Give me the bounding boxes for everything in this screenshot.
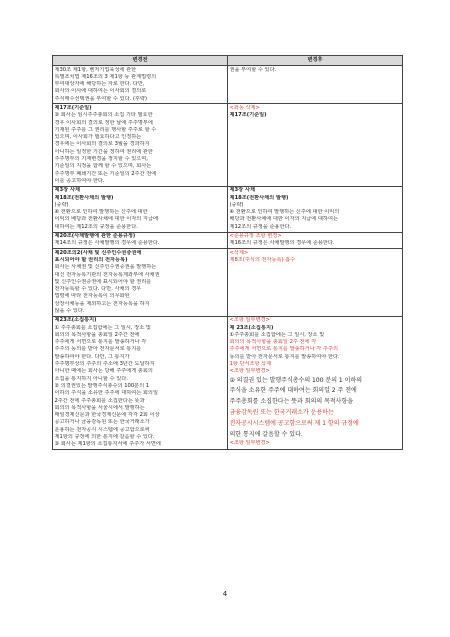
table-row: [53, 66, 403, 104]
text-line: 부여대상자에 해당하는 자로 한다. 다만,: [54, 81, 145, 88]
cell-after: [228, 232, 403, 249]
text-line: 권을 부여할 수 있다.: [229, 66, 277, 73]
text-line: 이익의 배당과 전환사채에 대한 이자의 지급에: [54, 216, 158, 223]
cell-before: [53, 104, 228, 186]
text-line: 제18조(전환사채의 발행): [229, 194, 289, 201]
comparison-table: [52, 55, 403, 450]
cell-after: [228, 249, 403, 317]
text-line: 제30조 제1항, 벤처기업육성에 관한: [54, 66, 137, 73]
text-line: 아니하는 일정한 기간을 정하여 권리에 관한: [54, 148, 153, 155]
text-line: 주주에게 서면으로 통지를 발송하거나 각 주주의: [229, 346, 338, 353]
text-line: (중략): [229, 201, 244, 208]
cell-before: [53, 186, 228, 232]
text-line: 전자등록할 수 있다. 다만, 사채의 경우: [54, 286, 142, 293]
text-line: <조항 일부변경>: [229, 368, 270, 375]
text-line: ③ 회사는 임시주주총회의 소집 기타 필요한: [54, 112, 153, 119]
text-line: 주주에게 서면으로 통지를 발송하거나 각: [54, 339, 147, 346]
text-line: 제23조(소집통지): [54, 317, 97, 324]
text-line: 특별조치법 제16조의 3 제1항 등 관계법령의: [54, 73, 157, 80]
table-row: [53, 249, 403, 317]
table-header-row: [53, 56, 403, 66]
text-line: <조항 일부변경>: [229, 317, 270, 324]
text-line: 제18조(전환사채의 발행): [54, 194, 114, 201]
table-body: [53, 66, 403, 450]
text-line: 제3장 사채: [54, 187, 80, 194]
text-line: 발송하여야 한다. 다만, 그 통지가: [54, 353, 130, 360]
text-line: 제17조(기준일): [54, 104, 92, 111]
text-line: 주주명부 폐쇄기간 또는 기준일의 2주간 전에: [54, 170, 157, 177]
text-line: 회사는 사채권 및 신주인수권증권을 발행하는: [54, 264, 157, 271]
text-line: 매일경제신문과 한국경제신문에 각각 2회 이상: [54, 412, 160, 419]
text-line: 제17조(기준일): [229, 112, 267, 119]
cell-after: [228, 186, 403, 232]
text-line: 상장사채등을 제외하고는 전자등록을 하지: [54, 300, 150, 307]
text-line: <좌동 삭제>: [229, 104, 260, 111]
text-line: ③ 회사는 제1항의 소집통지서에 주주가 서면에: [54, 441, 161, 448]
text-line: 아니한 때에는 회사는 당해 주주에게 총회의: [54, 368, 153, 375]
text-line: ①주주총회를 소집함에는 그 일시, 장소 및: [229, 331, 325, 338]
cell-after: [228, 316, 403, 449]
text-line: 표시되어야 할 권리의 전자등록): [54, 256, 128, 263]
text-line: 및 신주인수권증권에 표시되어야 할 권리를: [54, 278, 152, 285]
cell-before: [53, 232, 228, 249]
text-line: 주식을 소유한 주주에 대하여는 회의일 2 주 전에: [229, 387, 357, 395]
cell-before: [53, 249, 228, 317]
text-line: 법령에 따라 전자등록이 의무화된: [54, 293, 130, 300]
text-line: 주주총회를 소집한다는 뜻과 회의의 목적사항을: [229, 398, 354, 406]
cell-after: [228, 104, 403, 186]
table-row: [53, 186, 403, 232]
text-line: 2주간 전에 주주총회를 소집한다는 뜻과: [54, 397, 145, 404]
text-line: 공고하거나 금융감독원 또는 한국거래소가: [54, 419, 150, 426]
text-line: <준용규정 조항 변경>: [229, 233, 282, 240]
text-line: 제8조(주식의 전자등록) 흡수: [229, 256, 296, 263]
text-line: 기준일의 지정을 함께 할 수 있으며, 회사는: [54, 163, 152, 170]
text-line: 제20조의2(사채 및 신주인수권증권에: [54, 249, 142, 256]
text-line: 회의의 목적사항을 총회일 2주간 전에: [54, 331, 140, 338]
table-row: [53, 104, 403, 186]
text-line: 않을 수 있다.: [54, 308, 85, 314]
text-line: 회의의 목적사항을 총회일 2주 전에 각: [229, 339, 317, 346]
text-line: 운용하는 전자공시 시스템에 공고함으로써: [54, 426, 150, 433]
text-line: 소집을 통지하지 아니할 수 있다.: [54, 375, 128, 382]
text-line: 경우 이사회의 결의로 정한 날에 주주명부에: [54, 119, 153, 126]
cell-before: [53, 66, 228, 104]
text-line: ① 주주총회를 소집함에는 그 일시, 장소 및: [54, 324, 151, 331]
cell-before: [53, 316, 228, 449]
text-line: 회사의 이사에 대하여는 이사회의 결의로: [54, 88, 147, 95]
text-line: 기재된 주주를 그 권리를 행사할 주주로 할 수: [54, 126, 157, 133]
text-line: 이를 공고하여야 한다.: [54, 177, 105, 184]
header-before: 변경전: [53, 56, 228, 66]
text-line: 제16조의 규정은 사채발행의 경우에 준용한다.: [229, 240, 335, 247]
text-line: 금융감독원 또는 한국거래소가 운용하는: [229, 409, 334, 417]
table-row: [53, 316, 403, 449]
text-line: 제3장 사채: [229, 187, 255, 194]
text-line: 의한 통지에 갈음할 수 있다.: [229, 430, 303, 438]
text-line: <조항 일부변경>: [229, 440, 270, 447]
table-row: [53, 232, 403, 249]
text-line: 제14조의 규정은 사채발행의 경우에 준용한다.: [54, 240, 160, 247]
text-line: 제 23조(소집통지): [229, 324, 274, 331]
text-line: 동의를 받아 전자문서로 통지를 발송하여야 한다.: [229, 353, 340, 360]
text-line: 제20조(사채발행에 관한 준용규정): [54, 233, 136, 240]
text-line: 회의의 목적사항을 서울시에서 발행하는: [54, 404, 145, 411]
text-line: 대하여는 제12조의 규정을 준용한다.: [54, 223, 138, 230]
text-line: 배당과 전환사채에 대한 이자의 지급에 대하여는: [229, 216, 338, 223]
text-line: 주식매수선택권을 부여할 수 있다. (후략): [54, 95, 147, 102]
text-line: 주주의 동의를 받아 전자문서로 통지를: [54, 346, 142, 353]
text-line: 경우에는 이사회의 결의로 3월을 경과하지: [54, 141, 150, 148]
header-after: 변경후: [228, 56, 403, 66]
text-line: 주주명부상의 주주의 주소에 3년간 도달하지: [54, 361, 155, 368]
text-line: 대신 전자등록기관의 전자등록계좌부에 사채권: [54, 271, 160, 278]
text-line: 1항 단서조항 삭제: [229, 361, 272, 368]
cell-after: [228, 66, 403, 104]
text-line: (중략): [54, 201, 69, 208]
text-line: 전자공시시스템에 공고함으로써 제 1 항의 규정에: [229, 419, 359, 427]
text-line: ② 의결권 있는 발행주식총수의 100 분의 1 이하의: [229, 376, 363, 384]
text-line: ④ 전환으로 인하여 발행하는 신주에 대한: [54, 209, 148, 216]
text-line: 있으며, 이사회가 필요하다고 인정하는: [54, 134, 142, 141]
text-line: ② 의결권있는 발행주식총수의 100분의 1: [54, 382, 150, 389]
text-line: 제12조의 규정을 준용한다.: [229, 223, 292, 230]
page-number: 4: [222, 590, 228, 598]
text-line: 이하의 주식을 소유한 주주에 대하여는 회의일: [54, 390, 158, 397]
text-line: ④ 전환으로 인하여 발행하는 신주에 대한 이익의: [229, 209, 340, 216]
text-line: 주주명부의 기재변경을 정지할 수 있으며,: [54, 156, 148, 163]
text-line: 제1항의 규정에 의한 통지에 갈음할 수 있다.: [54, 434, 155, 441]
text-line: <삭제>: [229, 249, 249, 256]
